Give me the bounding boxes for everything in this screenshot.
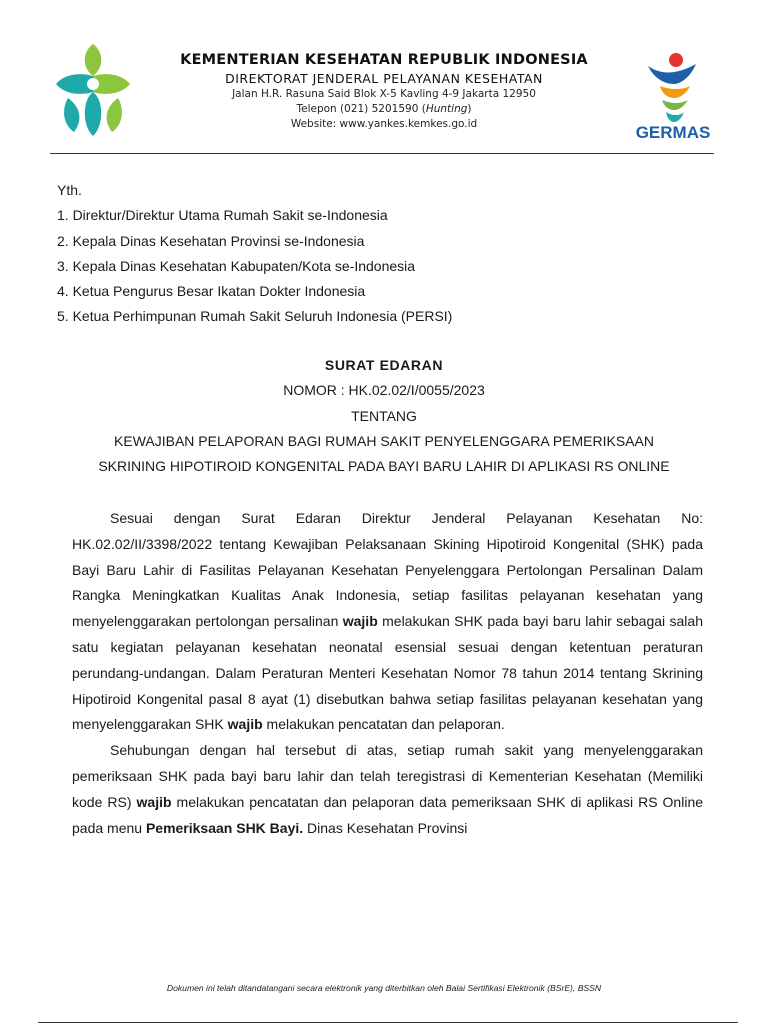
ministry-name: KEMENTERIAN KESEHATAN REPUBLIK INDONESIA — [180, 52, 588, 68]
document-heading: SURAT EDARAN — [324, 357, 444, 373]
address: Jalan H.R. Rasuna Said Blok X-5 Kavling 4-9 Jakarta 12950 — [232, 88, 536, 100]
directorate-name: DIREKTORAT JENDERAL PELAYANAN KESEHATAN — [225, 71, 543, 86]
paragraph-1: Sesuai dengan Surat Edaran Direktur Jenderal Pelayanan Kesehatan No: HK.02.02/II/3398/2022 tentang Kewajiban Pelaksanaan Skining Hipotiroid Kongenital (SHK) pada Bayi Baru Lahir di Fasilitas Pelayanan Kesehatan Penyelenggara Pertolongan Persalinan Dalam Rangka Meningkatkan Kualitas Anak Indonesia, setiap fasilitas pelayanan kesehatan yang menyelenggarakan pertolongan persalinan wajib melakukan SHK pada bayi baru lahir sebagai salah satu kegiatan pelayanan kesehatan neonatal esensial sesuai dengan ketentuan peraturan perundang-undangan. Dalam Peraturan Menteri Kesehatan Nomor 78 tahun 2014 tentang Skrining Hipotiroid Kongenital pasal 8 ayat (1) disebutkan bahwa setiap fasilitas pelayanan kesehatan yang menyelenggarakan SHK wajib melakukan pencatatan dan pelaporan. — [72, 510, 703, 733]
letterhead — [0, 0, 768, 152]
subject-line-2: SKRINING HIPOTIROID KONGENITAL PADA BAYI BARU LAHIR DI APLIKASI RS ONLINE — [98, 458, 670, 475]
website: Website: www.yankes.kemkes.go.id — [290, 118, 478, 130]
addressee-item: 5. Ketua Perhimpunan Rumah Sakit Seluruh Indonesia (PERSI) — [57, 308, 453, 325]
addressee-item: 1. Direktur/Direktur Utama Rumah Sakit se-Indonesia — [57, 207, 388, 224]
subject-line-1: KEWAJIBAN PELAPORAN BAGI RUMAH SAKIT PENYELENGGARA PEMERIKSAAN — [114, 432, 654, 449]
letterhead-text — [140, 52, 628, 133]
e-signature-note: Dokumen ini telah ditandatangani secara elektronik yang diterbitkan oleh Balai Sertifikasi Elektronik (BSrE), BSSN — [166, 983, 602, 993]
phone: Telepon (021) 5201590 (Hunting) — [296, 103, 472, 115]
document-number: NOMOR : HK.02.02/I/0055/2023 — [283, 382, 485, 399]
title-block — [40, 356, 728, 482]
kemenkes-logo-icon — [52, 42, 134, 138]
germas-text: GERMAS — [635, 123, 711, 142]
about-label: TENTANG — [351, 407, 417, 424]
paragraph-2: Sehubungan dengan hal tersebut di atas, setiap rumah sakit yang menyelenggarakan pemeriksaan SHK pada bayi baru lahir dan telah teregistrasi di Kementerian Kesehatan (Memiliki kode RS) wajib melakukan pencatatan dan pelaporan data pemeriksaan SHK di aplikasi RS Online pada menu Pemeriksaan SHK Bayi. Dinas Kesehatan Provinsi — [72, 742, 704, 836]
page-bottom-rule — [38, 1022, 738, 1023]
addressee-item: 4. Ketua Pengurus Besar Ikatan Dokter Indonesia — [57, 283, 366, 300]
addressee-item: 2. Kepala Dinas Kesehatan Provinsi se-Indonesia — [57, 232, 365, 249]
salutation: Yth. — [57, 182, 82, 198]
letterhead-divider — [50, 153, 714, 154]
addressee-block — [57, 181, 452, 333]
document-body — [72, 506, 703, 841]
germas-logo-icon — [630, 50, 716, 142]
addressee-item: 3. Kepala Dinas Kesehatan Kabupaten/Kota se-Indonesia — [57, 257, 416, 274]
